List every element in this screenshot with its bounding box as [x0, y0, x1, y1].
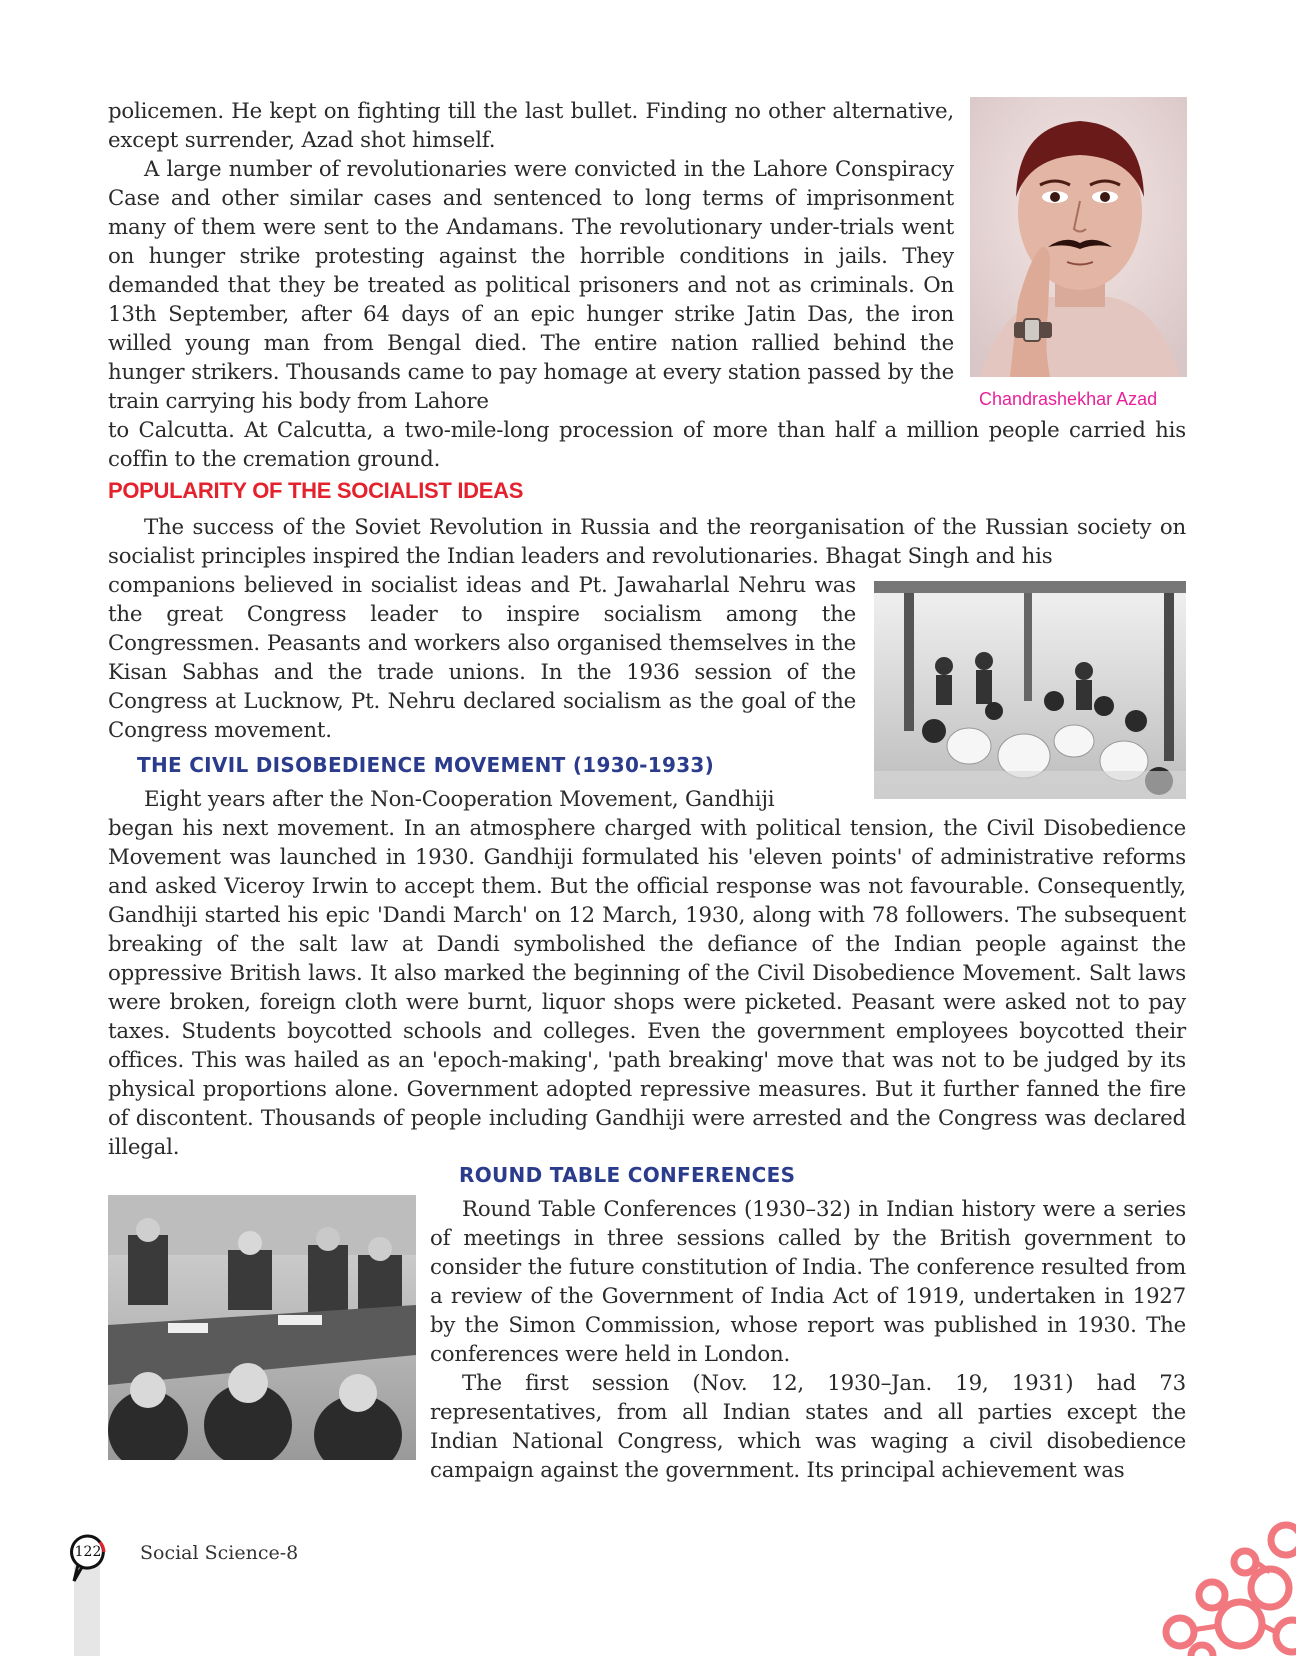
paragraph-azad-end: policemen. He kept on fighting till the last bullet. Finding no other alternative, except surrender, Azad shot himself.	[108, 99, 954, 153]
paragraph-lahore-case-end: to Calcutta. At Calcutta, a two-mile-long procession of more than half a million people carried his coffin to the cremation ground.	[108, 418, 1186, 472]
paragraph-socialist-intro: The success of the Soviet Revolution in Russia and the reorganisation of the Russian society on socialist principles inspired the Indian leaders and revolutionaries. Bhagat Singh and his	[108, 515, 1186, 569]
paragraph-round-table-1: Round Table Conferences (1930–32) in Indian history were a series of meetings in three sessions called by the British government to consider the future constitution of India. The conference resulted from a review of the Government of India Act of 1919, undertaken in 1927 by the Simon Commission, whose report was published in 1930. The conferences were held in London.	[430, 1197, 1186, 1367]
paragraph-civil-start: Eight years after the Non-Cooperation Movement, Gandhiji	[144, 787, 775, 812]
paragraph-lahore-case: A large number of revolutionaries were convicted in the Lahore Conspiracy Case and other similar cases and sentenced to long terms of imprisonment many of them were sent to the Andamans. The revolutionary under-trials went on hunger strike protesting against the horrible conditions in jails. They demanded that they be treated as political prisoners and not as criminals. On 13th September, after 64 days of an epic hunger strike Jatin Das, the iron willed young man from Bengal died. The entire nation rallied behind the hunger strikers. Thousands came to pay homage at every station passed by the train carrying his body from Lahore	[108, 157, 954, 414]
bubble-ornament-icon	[1120, 1520, 1296, 1656]
footer-book-title: Social Science-8	[140, 1542, 299, 1564]
page-number: 122	[74, 1544, 102, 1560]
meeting-photo	[874, 581, 1186, 799]
heading-socialist-ideas: POPULARITY OF THE SOCIALIST IDEAS	[108, 478, 524, 503]
azad-caption: Chandrashekhar Azad	[979, 389, 1158, 409]
page-number-badge	[70, 1534, 106, 1584]
conference-photo	[108, 1195, 416, 1460]
azad-portrait-image	[970, 97, 1187, 377]
paragraph-civil-disobedience: began his next movement. In an atmosphere charged with political tension, the Civil Disobedience Movement was launched in 1930. Gandhiji formulated his 'eleven points' of administrative reforms and asked Viceroy Irwin to accept them. But the official response was not favourable. Consequently, Gandhiji started his epic 'Dandi March' on 12 March, 1930, along with 78 followers. The subsequent breaking of the salt law at Dandi symbolished the defiance of the Indian people against the oppressive British laws. It also marked the beginning of the Civil Disobedience Movement. Salt laws were broken, foreign cloth were burnt, liquor shops were picketed. Peasant were asked not to pay taxes. Students boycotted schools and colleges. Even the government employees boycotted their offices. This was hailed as an 'epoch-making', 'path breaking' move that was not to be judged by its physical proportions alone. Government adopted repressive measures. But it further fanned the fire of discontent. Thousands of people including Gandhiji were arrested and the Congress was declared illegal.	[108, 816, 1186, 1160]
heading-civil-disobedience: THE CIVIL DISOBEDIENCE MOVEMENT (1930-1933)	[137, 753, 715, 777]
heading-round-table: ROUND TABLE CONFERENCES	[459, 1163, 796, 1187]
paragraph-round-table-2: The first session (Nov. 12, 1930–Jan. 19, 1931) had 73 representatives, from all Indian states and all parties except the Indian National Congress, which was waging a civil disobedience campaign against the government. Its principal achievement was	[430, 1371, 1186, 1483]
paragraph-socialist-rest: companions believed in socialist ideas and Pt. Jawaharlal Nehru was the great Congress leader to inspire socialism among the Congressmen. Peasants and workers also organised themselves in the Kisan Sabhas and the trade unions. In the 1936 session of the Congress at Lucknow, Pt. Nehru declared socialism as the goal of the Congress movement.	[108, 573, 856, 743]
